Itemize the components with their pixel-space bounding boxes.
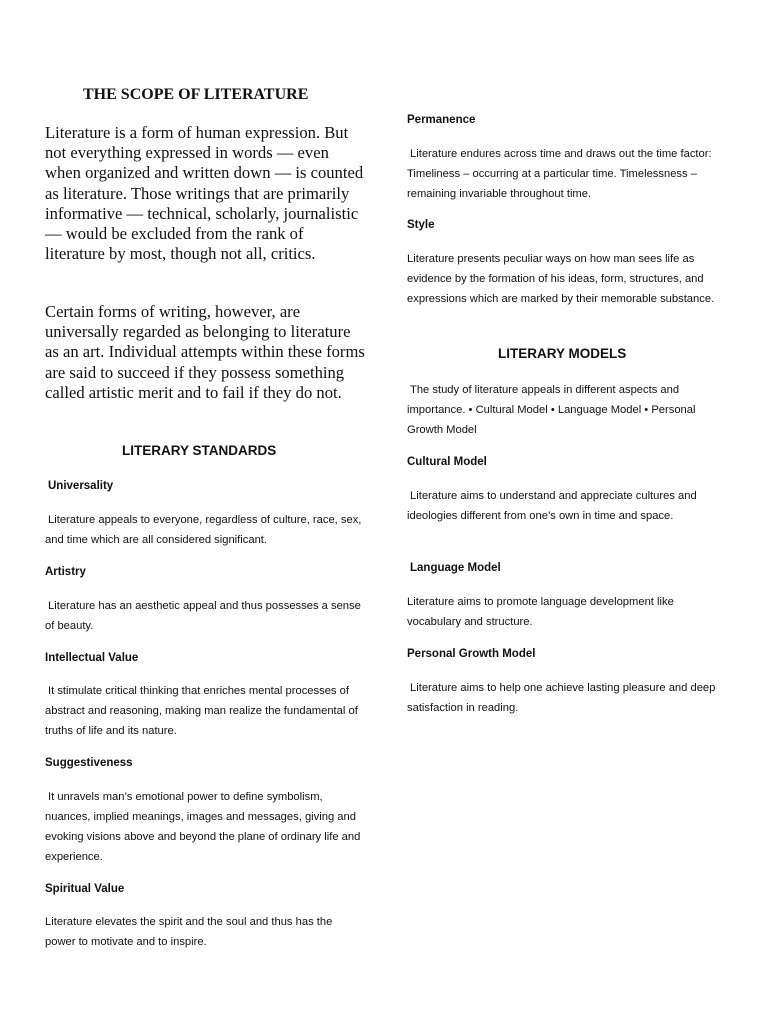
standard-text-artistry: Literature has an aesthetic appeal and thus possesses a sense of beauty. xyxy=(45,600,361,632)
standard-name-style: Style xyxy=(407,219,435,231)
standard-name-artistry: Artistry xyxy=(45,566,86,578)
literary-standards-heading: LITERARY STANDARDS xyxy=(122,443,277,458)
standard-text-universality: Literature appeals to everyone, regardless of culture, race, sex, and time which are all considered significant. xyxy=(45,514,362,546)
standard-name-suggestiveness: Suggestiveness xyxy=(45,757,133,769)
model-name-personal-growth: Personal Growth Model xyxy=(407,648,536,660)
page-title: THE SCOPE OF LITERATURE xyxy=(83,86,309,103)
standard-name-spiritual-value: Spiritual Value xyxy=(45,883,125,895)
standard-text-suggestiveness: It unravels man’s emotional power to define symbolism, nuances, implied meanings, images and messages, giving and evoking visions above and beyond the plane of ordinary life and experience. xyxy=(45,791,361,863)
standard-text-intellectual-value: It stimulate critical thinking that enriches mental processes of abstract and reasoning, making man realize the fundamental of truths of life and its nature. xyxy=(45,685,358,737)
standard-text-spiritual-value: Literature elevates the spirit and the soul and thus has the power to motivate and to inspire. xyxy=(45,916,333,948)
standard-name-universality: Universality xyxy=(48,480,114,492)
standard-name-permanence: Permanence xyxy=(407,114,476,126)
intro-paragraph-2: Certain forms of writing, however, are universally regarded as belonging to literature as an art. Individual attempts within these forms are said to succeed if they possess something called artistic merit and to fail if they do not. xyxy=(45,302,365,402)
models-intro-text: The study of literature appeals in different aspects and importance. • Cultural Model • Language Model • Personal Growth Model xyxy=(407,384,696,436)
standard-name-intellectual-value: Intellectual Value xyxy=(45,652,139,664)
literary-models-heading: LITERARY MODELS xyxy=(498,346,627,361)
intro-paragraph-1: Literature is a form of human expression. But not everything expressed in words — even when organized and written down — is counted as literature. Those writings that are primarily informative — technical, scholarly, journalistic — would be excluded from the rank of literature by most, though not all, critics. xyxy=(45,123,364,264)
model-name-cultural: Cultural Model xyxy=(407,456,487,468)
model-name-language: Language Model xyxy=(410,562,501,574)
model-text-personal-growth: Literature aims to help one achieve lasting pleasure and deep satisfaction in reading. xyxy=(407,682,716,714)
standard-text-style: Literature presents peculiar ways on how man sees life as evidence by the formation of his ideas, form, structures, and expressions which are marked by their memorable substance. xyxy=(407,253,715,305)
model-text-language: Literature aims to promote language development like vocabulary and structure. xyxy=(407,596,674,628)
standard-text-permanence: Literature endures across time and draws out the time factor: Timeliness – occurring at a particular time. Timelessness – remaining invariable throughout time. xyxy=(407,148,712,200)
model-text-cultural: Literature aims to understand and appreciate cultures and ideologies different from one’s own in time and space. xyxy=(407,490,697,522)
